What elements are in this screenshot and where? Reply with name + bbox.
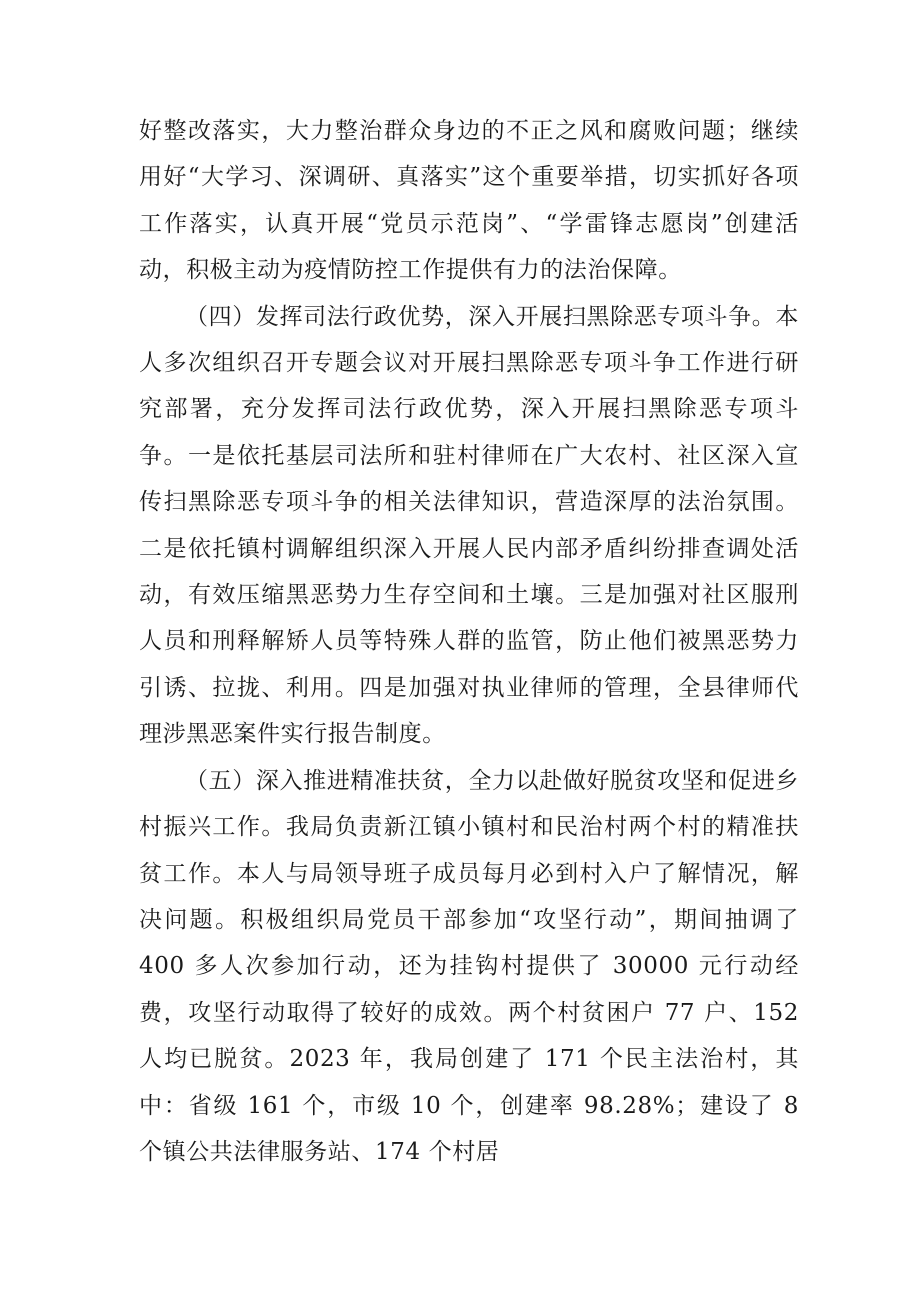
paragraph-section-four: （四）发挥司法行政优势，深入开展扫黑除恶专项斗争。本人多次组织召开专题会议对开展扫黑除恶专项斗争工作进行研究部署，充分发挥司法行政优势，深入开展扫黑除恶专项斗争。一是依托基层司法所和驻村律师在广大农村、社区深入宣传扫黑除恶专项斗争的相关法律知识，营造深厚的法治氛围。二是依托镇村调解组织深入开展人民内部矛盾纠纷排查调处活动，有效压缩黑恶势力生存空间和土壤。三是加强对社区服刑人员和刑释解矫人员等特殊人群的监管，防止他们被黑恶势力引诱、拉拢、利用。四是加强对执业律师的管理，全县律师代理涉黑恶案件实行报告制度。 <box>139 303 799 748</box>
paragraph-continuation: 好整改落实，大力整治群众身边的不正之风和腐败问题；继续用好“大学习、深调研、真落实”这个重要举措，切实抓好各项工作落实，认真开展“党员示范岗”、“学雷锋志愿岗”创建活动，积极主动为疫情防控工作提供有力的法治保障。 <box>139 118 799 284</box>
paragraph-section-five: （五）深入推进精准扶贫，全力以赴做好脱贫攻坚和促进乡村振兴工作。我局负责新江镇小镇村和民治村两个村的精准扶贫工作。本人与局领导班子成员每月必到村入户了解情况，解决问题。积极组织局党员干部参加“攻坚行动”，期间抽调了 400 多人次参加行动，还为挂钩村提供了 30000 元行动经费，攻坚行动取得了较好的成效。两个村贫困户 77 户、152 人均已脱贫。2023 年，我局创建了 171 个民主法治村，其中：省级 161 个，市级 10 个，创建率 98.28%；建设了 8 个镇公共法律服务站、174 个村居 <box>139 767 799 1165</box>
document-body <box>139 108 799 1175</box>
